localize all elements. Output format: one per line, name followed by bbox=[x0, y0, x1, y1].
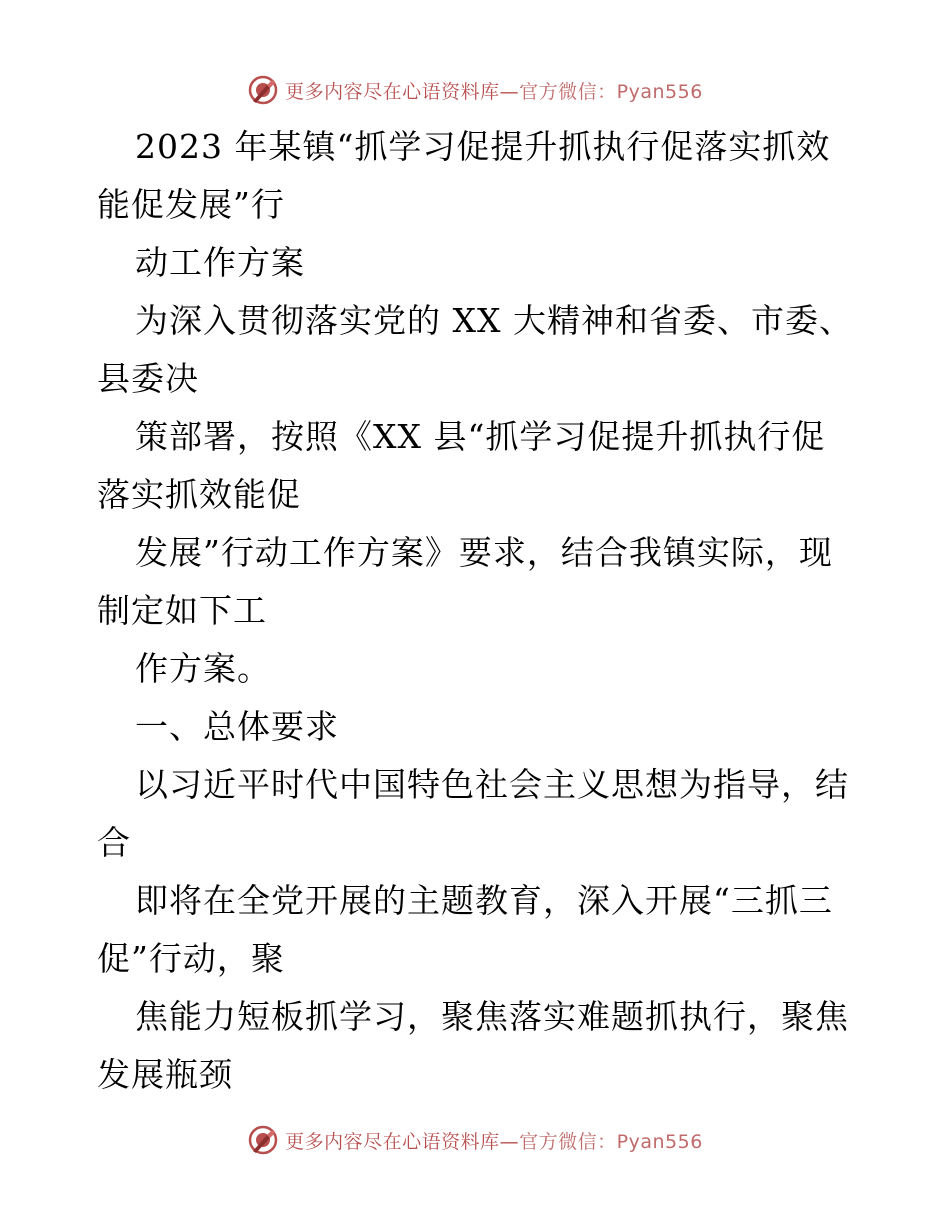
section-heading: 一、总体要求 bbox=[135, 707, 339, 746]
text-line: 即将在全党开展的主题教育，深入开展“三抓三 bbox=[135, 881, 833, 920]
text-line: 促”行动，聚 bbox=[97, 939, 285, 978]
text-line: 发展瓶颈 bbox=[97, 1055, 233, 1094]
watermark-separator: — bbox=[499, 80, 520, 103]
watermark-contact: 官方微信：Pyan556 bbox=[519, 1130, 703, 1153]
document-body bbox=[97, 118, 857, 1104]
text-line: 发展”行动工作方案》要求，结合我镇实际，现 bbox=[135, 533, 833, 572]
text-line: 制定如下工 bbox=[97, 591, 267, 630]
pen-logo-icon bbox=[247, 1124, 279, 1156]
watermark-text: 更多内容尽在心语资料库 bbox=[285, 1130, 500, 1153]
watermark-separator: — bbox=[499, 1130, 520, 1153]
text-line: 落实抓效能促 bbox=[97, 475, 301, 514]
text-line: 2023 年某镇“抓学习促提升抓执行促落实抓效 bbox=[135, 127, 831, 166]
text-line: 为深入贯彻落实党的 XX 大精神和省委、市委、 bbox=[135, 301, 853, 340]
text-line: 县委决 bbox=[97, 359, 199, 398]
watermark-text: 更多内容尽在心语资料库 bbox=[285, 80, 500, 103]
text-line: 焦能力短板抓学习，聚焦落实难题抓执行，聚焦 bbox=[135, 997, 849, 1036]
header-watermark bbox=[0, 70, 950, 110]
pen-logo-icon bbox=[247, 74, 279, 106]
text-line: 策部署，按照《XX 县“抓学习促提升抓执行促 bbox=[135, 417, 826, 456]
text-line: 作方案。 bbox=[135, 649, 271, 688]
text-line: 动工作方案 bbox=[135, 243, 305, 282]
footer-watermark bbox=[0, 1120, 950, 1160]
text-line: 合 bbox=[97, 823, 131, 862]
text-line: 以习近平时代中国特色社会主义思想为指导，结 bbox=[135, 765, 849, 804]
text-line: 能促发展”行 bbox=[97, 185, 285, 224]
watermark-contact: 官方微信：Pyan556 bbox=[519, 80, 703, 103]
